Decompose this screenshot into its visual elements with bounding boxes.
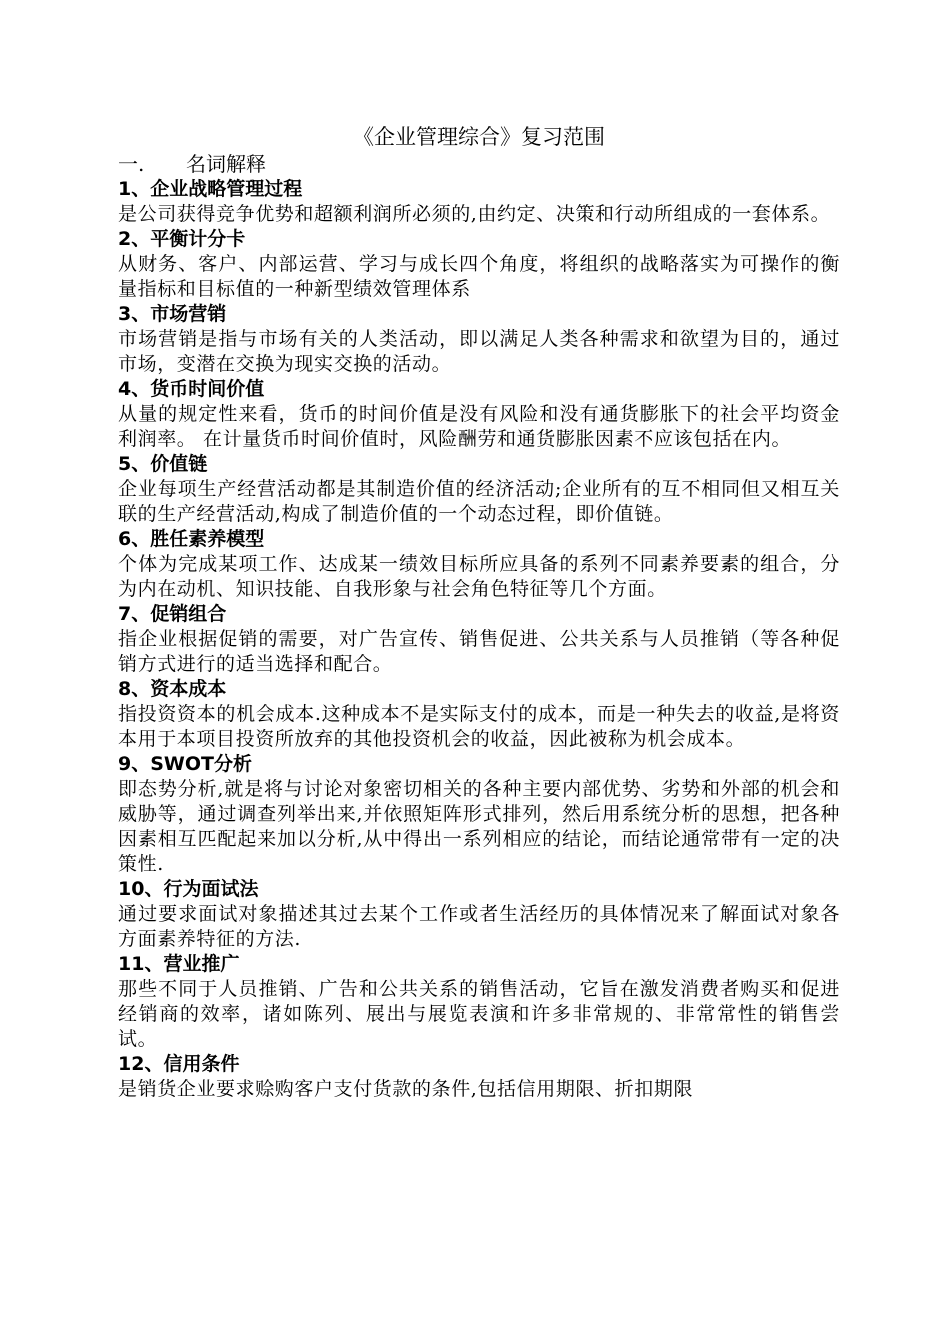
term-definition: 企业每项生产经营活动都是其制造价值的经济活动;企业所有的互不相同但又相互关联的生产经营活动,构成了制造价值的一个动态过程，即价值链。: [118, 478, 840, 525]
term-definition: 从量的规定性来看，货币的时间价值是没有风险和没有通货膨胀下的社会平均资金利润率。 在计量货币时间价值时，风险酬劳和通货膨胀因素不应该包括在内。: [118, 403, 840, 450]
term-definition: 从财务、客户、内部运营、学习与成长四个角度，将组织的战略落实为可操作的衡量指标和目标值的一种新型绩效管理体系: [118, 253, 840, 300]
section-label: 名词解释: [186, 152, 266, 176]
term-title: 7、促销组合: [118, 603, 227, 625]
term-title: 2、平衡计分卡: [118, 228, 246, 250]
term-definition: 那些不同于人员推销、广告和公共关系的销售活动，它旨在激发消费者购买和促进经销商的效率，诸如陈列、展出与展览表演和许多非常规的、非常常性的销售尝试。: [118, 978, 840, 1050]
term-item: [118, 752, 840, 877]
term-title: 10、行为面试法: [118, 878, 259, 900]
document-page: [118, 122, 840, 1102]
term-definition: 市场营销是指与市场有关的人类活动，即以满足人类各种需求和欲望为目的，通过市场，变潜在交换为现实交换的活动。: [118, 328, 840, 375]
term-title: 6、胜任素养模型: [118, 528, 265, 550]
term-item: [118, 227, 840, 302]
term-definition: 指投资资本的机会成本.这种成本不是实际支付的成本，而是一种失去的收益,是将资本用于本项目投资所放弃的其他投资机会的收益，因此被称为机会成本。: [118, 703, 840, 750]
section-heading: [118, 152, 840, 177]
term-title: 12、信用条件: [118, 1053, 240, 1075]
term-item: [118, 1052, 840, 1102]
term-title: 5、价值链: [118, 453, 208, 475]
term-title: 4、货币时间价值: [118, 378, 265, 400]
term-definition: 通过要求面试对象描述其过去某个工作或者生活经历的具体情况来了解面试对象各方面素养特征的方法.: [118, 903, 840, 950]
term-item: [118, 302, 840, 377]
term-definition: 指企业根据促销的需要，对广告宣传、销售促进、公共关系与人员推销（等各种促销方式进行的适当选择和配合。: [118, 628, 840, 675]
term-definition: 是销货企业要求赊购客户支付货款的条件,包括信用期限、折扣期限: [118, 1078, 694, 1100]
term-item: [118, 877, 840, 952]
term-title: 1、企业战略管理过程: [118, 178, 303, 200]
term-item: [118, 377, 840, 452]
document-title: 《企业管理综合》复习范围: [353, 125, 605, 149]
term-item: [118, 952, 840, 1052]
term-definition: 是公司获得竞争优势和超额利润所必须的,由约定、决策和行动所组成的一套体系。: [118, 203, 831, 225]
term-item: [118, 452, 840, 527]
term-item: [118, 527, 840, 602]
term-title: 11、营业推广: [118, 953, 240, 975]
term-title: 9、SWOT分析: [118, 753, 252, 775]
term-item: [118, 177, 840, 227]
term-definition: 即态势分析,就是将与讨论对象密切相关的各种主要内部优势、劣势和外部的机会和威胁等，通过调查列举出来,并依照矩阵形式排列，然后用系统分析的思想，把各种因素相互匹配起来加以分析,从中得出一系列相应的结论，而结论通常带有一定的决策性.: [118, 778, 840, 875]
term-item: [118, 677, 840, 752]
term-title: 8、资本成本: [118, 678, 227, 700]
term-title: 3、市场营销: [118, 303, 227, 325]
term-definition: 个体为完成某项工作、达成某一绩效目标所应具备的系列不同素养要素的组合，分为内在动机、知识技能、自我形象与社会角色特征等几个方面。: [118, 553, 840, 600]
term-item: [118, 602, 840, 677]
section-number: 一.: [118, 152, 145, 176]
